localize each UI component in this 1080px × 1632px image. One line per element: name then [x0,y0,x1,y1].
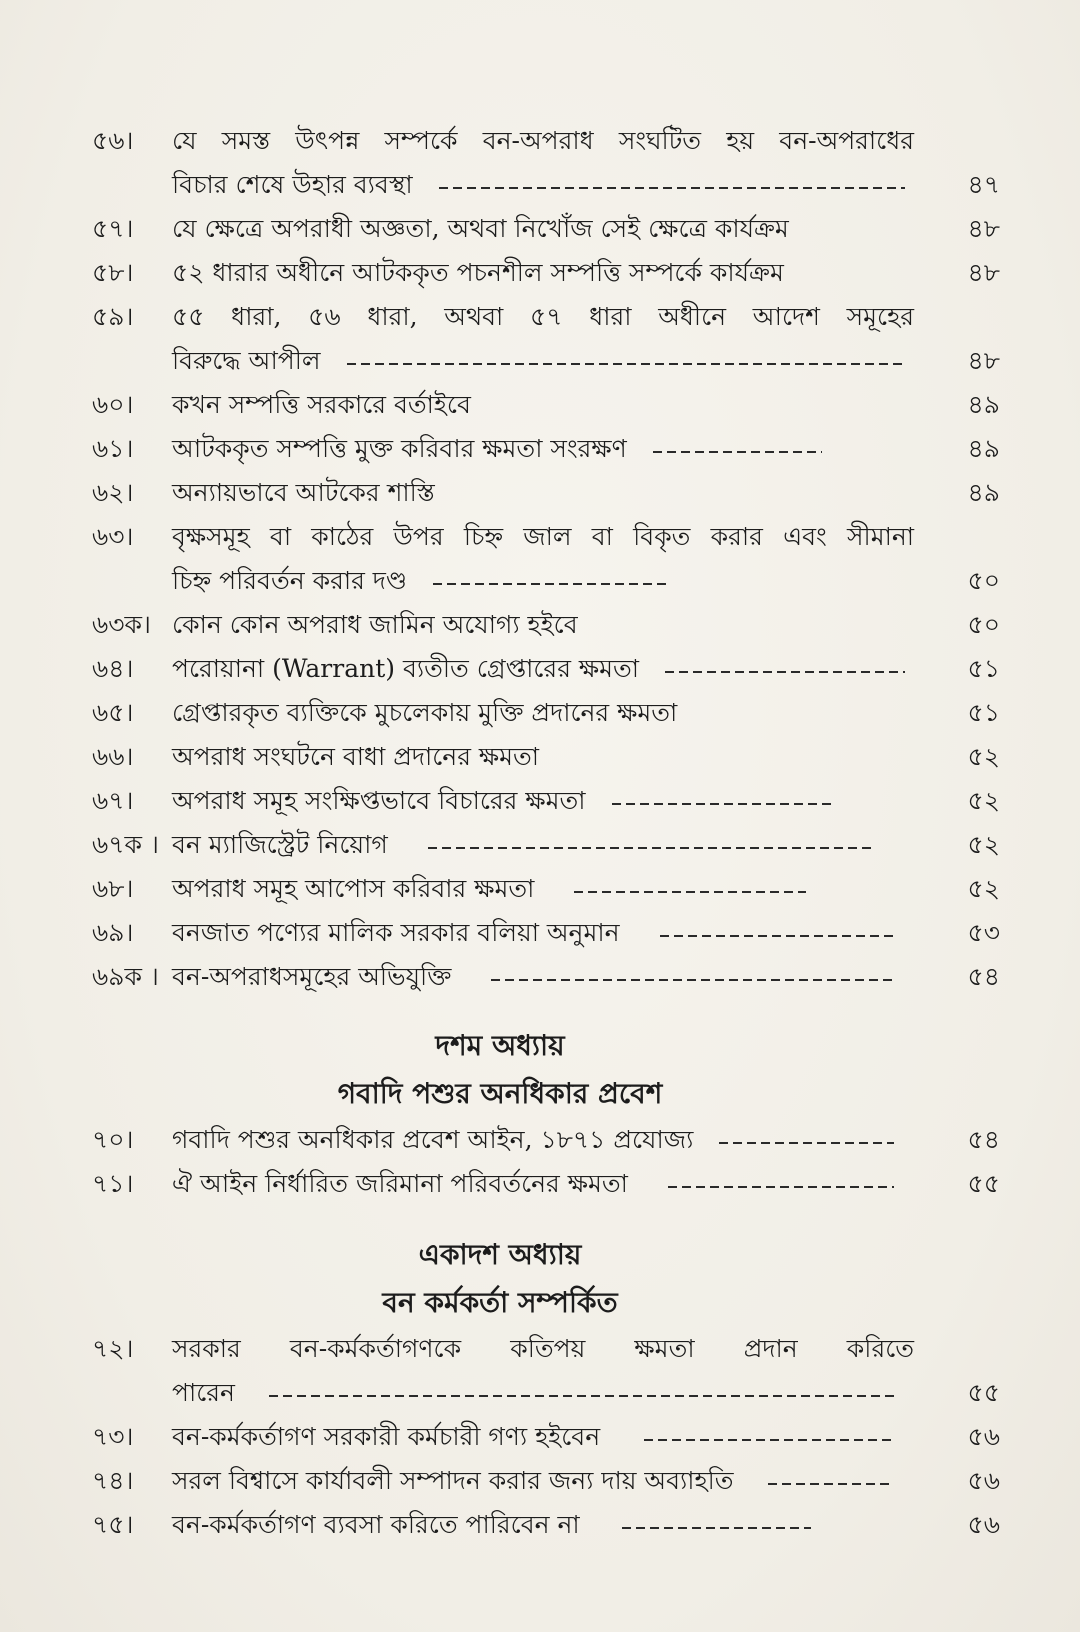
section-title-text: বন ম্যাজিস্ট্রেট নিয়োগ [172,830,388,859]
page-number: ৫৩ [967,918,1000,947]
page-number: ৪৯ [967,390,1000,419]
table-of-contents [92,119,1000,1547]
section-title-text: বন-কর্মকর্তাগণ সরকারী কর্মচারী গণ্য হইবেন [172,1422,601,1451]
section-title-block [172,647,920,691]
section-title-block [172,295,920,383]
page-number: ৪৮ [967,258,1000,287]
section-title-block [172,1162,920,1206]
section-title: কোন কোন অপরাধ জামিন অযোগ্য হইবে [172,610,578,639]
section-title [172,1415,920,1459]
section-title-block [172,1118,920,1162]
section-title-block [172,955,920,999]
section-title-block [172,823,920,867]
section-title [172,955,920,999]
toc-entry [92,955,1000,999]
chapter-subtitle: গবাদি পশুর অনধিকার প্রবেশ [337,1077,663,1110]
section-number: ৬৭ক । [92,830,159,859]
section-title-block [172,691,920,735]
dash-leader [491,979,894,981]
section-number: ৫৯। [92,302,134,331]
section-number: ৭৫। [92,1510,134,1539]
toc-entry [92,1327,1000,1415]
section-number: ৬৩ক। [92,610,151,639]
toc-entry [92,515,1000,603]
section-title-block [172,515,920,603]
section-title-text: অপরাধ সমূহ আপোস করিবার ক্ষমতা [172,874,535,903]
dash-leader [719,1142,894,1144]
section-title-text: বন-অপরাধসমূহের অভিযুক্তি [172,962,452,991]
section-number: ৭১। [92,1169,134,1198]
section-number: ৬৭। [92,786,134,815]
dash-leader [665,671,905,673]
toc-entry [92,603,1000,647]
page-number: ৫২ [967,830,1000,859]
section-number: ৫৮। [92,258,134,287]
section-title-block [172,251,920,295]
page-number: ৫২ [967,742,1000,771]
page-number: ৪৭ [967,170,1000,199]
toc-entry [92,779,1000,823]
dash-leader [768,1483,894,1485]
page-number: ৫৬ [967,1422,1000,1451]
page-number: ৫৬ [967,1510,1000,1539]
section-title-text: অপরাধ সমূহ সংক্ষিপ্তভাবে বিচারের ক্ষমতা [172,786,586,815]
section-title-block [172,603,920,647]
section-number: ৬২। [92,478,134,507]
page-number: ৫৬ [967,1466,1000,1495]
dash-leader [668,1186,894,1188]
section-title [172,1118,920,1162]
section-title-text: ঐ আইন নির্ধারিত জরিমানা পরিবর্তনের ক্ষমতা [172,1169,628,1198]
toc-entry [92,207,1000,251]
page-number: ৪৯ [967,478,1000,507]
section-title-text: বন-কর্মকর্তাগণ ব্যবসা করিতে পারিবেন না [172,1510,580,1539]
dash-leader [644,1439,894,1441]
section-title-text: সরল বিশ্বাসে কার্যাবলী সম্পাদন করার জন্য দায় অব্যাহতি [172,1466,734,1495]
toc-entry [92,691,1000,735]
section-number: ৫৭। [92,214,134,243]
section-title [172,1162,920,1206]
section-title: অন্যায়ভাবে আটকের শাস্তি [172,478,435,507]
section-title-block [172,867,920,911]
toc-entry [92,735,1000,779]
section-number: ৬৪। [92,654,134,683]
section-title [172,779,920,823]
section-number: ৬৯। [92,918,134,947]
dash-leader [612,803,832,805]
section-title [172,427,920,471]
section-title-continued [172,559,920,603]
section-title-block [172,119,920,207]
dash-leader [433,583,666,585]
page-number: ৪৮ [967,214,1000,243]
dash-leader [622,1527,811,1529]
section-title: বৃক্ষসমূহ বা কাঠের উপর চিহ্ন জাল বা বিকৃত করার এবং সীমানা [172,522,914,551]
section-title-text: পারেন [172,1378,235,1407]
section-number: ৬১। [92,434,134,463]
dash-leader [428,847,871,849]
section-title-text: বনজাত পণ্যের মালিক সরকার বলিয়া অনুমান [172,918,620,947]
section-title-text: বিরুদ্ধে আপীল [172,346,321,375]
toc-entry [92,911,1000,955]
section-title [172,1503,920,1547]
section-title-block [172,207,920,251]
section-title [172,911,920,955]
section-title: গ্রেপ্তারকৃত ব্যক্তিকে মুচলেকায় মুক্তি প্রদানের ক্ষমতা [172,698,678,727]
section-title-text: পরোয়ানা (Warrant) ব্যতীত গ্রেপ্তারের ক্ষমতা [172,654,640,683]
section-title: যে সমস্ত উৎপন্ন সম্পর্কে বন-অপরাধ সংঘটিত হয় বন-অপরাধের [172,126,914,155]
page-number: ৫১ [967,698,1000,727]
section-title: সরকার বন-কর্মকর্তাগণকে কতিপয় ক্ষমতা প্রদান করিতে [172,1334,914,1363]
section-number: ৬৬। [92,742,134,771]
chapter-heading-block [0,1022,1000,1118]
section-title-block [172,471,920,515]
section-title: যে ক্ষেত্রে অপরাধী অজ্ঞতা, অথবা নিখোঁজ সেই ক্ষেত্রে কার্যক্রম [172,214,789,243]
toc-entry [92,823,1000,867]
page-number: ৫৪ [967,962,1000,991]
page-number: ৪৮ [967,346,1000,375]
section-title-block [172,911,920,955]
section-number: ৬৩। [92,522,134,551]
dash-leader [269,1395,894,1397]
toc-entry [92,647,1000,691]
page-number: ৫৪ [967,1125,1000,1154]
toc-entry [92,471,1000,515]
section-title: ৫২ ধারার অধীনে আটককৃত পচনশীল সম্পত্তি সম্পর্কে কার্যক্রম [172,258,784,287]
page-number: ৫২ [967,786,1000,815]
section-number: ৭২। [92,1334,134,1363]
dash-leader [660,935,894,937]
section-title-block [172,1503,920,1547]
section-title-block [172,383,920,427]
section-title-block [172,427,920,471]
page-number: ৫০ [967,566,1000,595]
page-number: ৫২ [967,874,1000,903]
section-number: ৭৪। [92,1466,134,1495]
page-number: ৪৯ [967,434,1000,463]
section-title-block [172,1327,920,1415]
dash-leader [347,363,906,365]
toc-entry [92,867,1000,911]
section-number: ৭৩। [92,1422,134,1451]
section-title-continued [172,163,920,207]
section-title-text: বিচার শেষে উহার ব্যবস্থা [172,170,413,199]
section-title-text: গবাদি পশুর অনধিকার প্রবেশ আইন, ১৮৭১ প্রযোজ্য [172,1125,694,1154]
section-title: কখন সম্পত্তি সরকারে বর্তাইবে [172,390,471,419]
section-title [172,823,920,867]
toc-entry [92,1503,1000,1547]
chapter-title: দশম অধ্যায় [435,1029,565,1062]
page-number: ৫১ [967,654,1000,683]
page-number: ৫৫ [967,1169,1000,1198]
section-title [172,1459,920,1503]
section-title-block [172,1459,920,1503]
section-title-continued [172,339,920,383]
dash-leader [653,451,822,453]
section-title-text: চিহ্ন পরিবর্তন করার দণ্ড [172,566,408,595]
toc-entry [92,295,1000,383]
toc-entry [92,1118,1000,1162]
section-number: ৬৫। [92,698,134,727]
section-title: ৫৫ ধারা, ৫৬ ধারা, অথবা ৫৭ ধারা অধীনে আদেশ সমূহের [172,302,914,331]
section-title-text: আটককৃত সম্পত্তি মুক্ত করিবার ক্ষমতা সংরক্ষণ [172,434,627,463]
toc-entry [92,1459,1000,1503]
dash-leader [439,187,905,189]
section-number: ৫৬। [92,126,134,155]
chapter-subtitle: বন কর্মকর্তা সম্পর্কিত [382,1286,618,1319]
toc-entry [92,427,1000,471]
section-number: ৬৮। [92,874,134,903]
section-title [172,867,920,911]
section-number: ৬৯ক । [92,962,159,991]
section-title [172,647,920,691]
page-number: ৫০ [967,610,1000,639]
section-title-block [172,779,920,823]
toc-entry [92,1162,1000,1206]
section-title-continued [172,1371,920,1415]
chapter-title: একাদশ অধ্যায় [418,1238,582,1271]
section-title: অপরাধ সংঘটনে বাধা প্রদানের ক্ষমতা [172,742,540,771]
section-title-block [172,735,920,779]
toc-entry [92,383,1000,427]
toc-entry [92,119,1000,207]
toc-entry [92,1415,1000,1459]
chapter-heading-block [0,1231,1000,1327]
dash-leader [574,891,806,893]
section-title-block [172,1415,920,1459]
section-number: ৬০। [92,390,134,419]
section-number: ৭০। [92,1125,134,1154]
page-number: ৫৫ [967,1378,1000,1407]
toc-entry [92,251,1000,295]
